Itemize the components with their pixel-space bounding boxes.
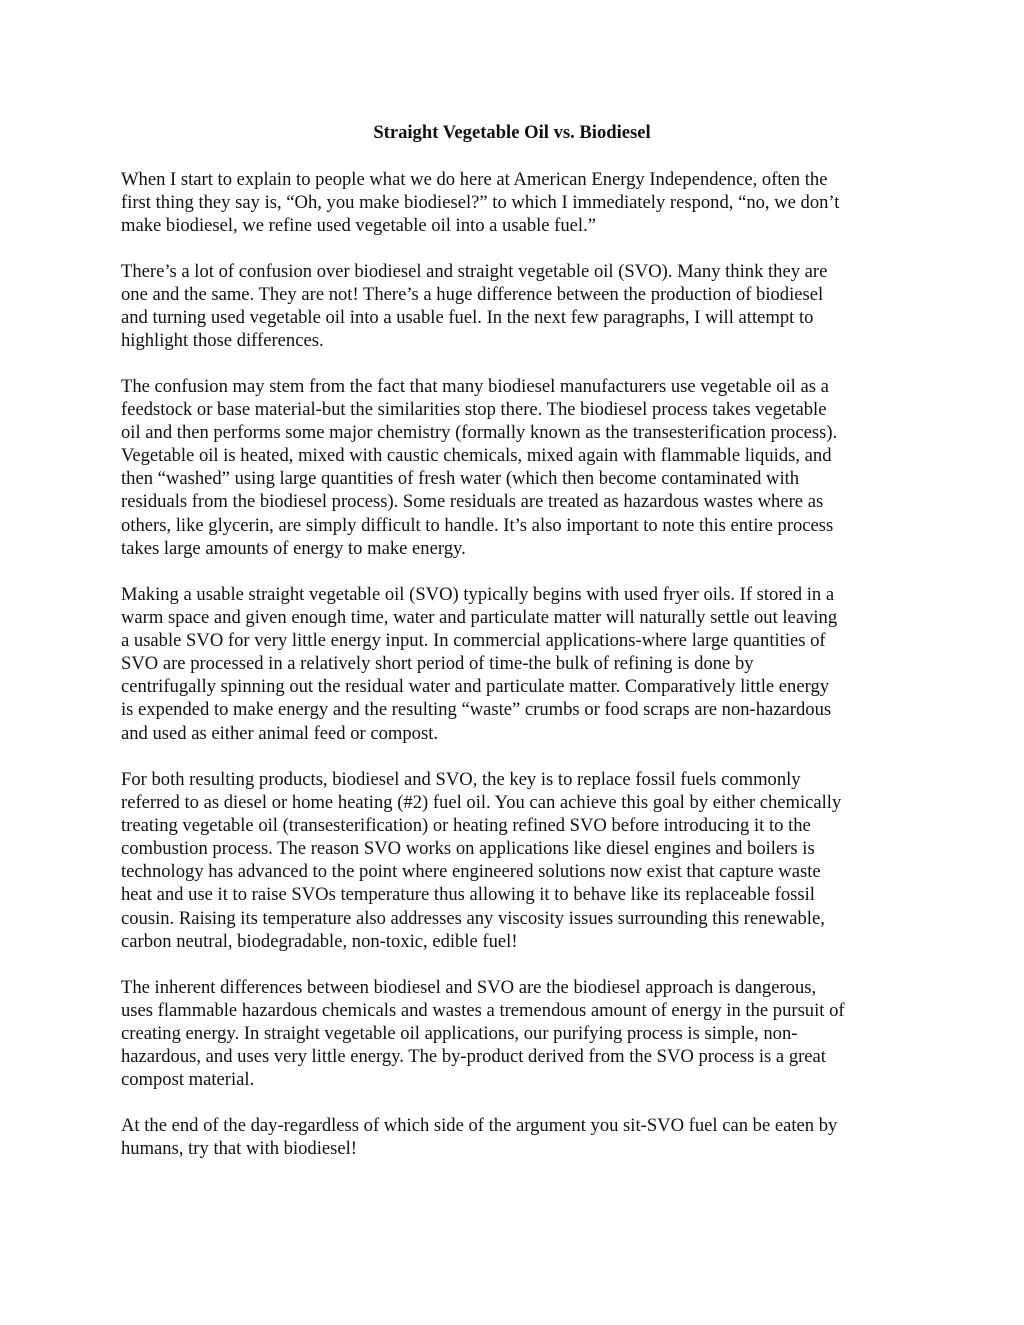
paragraph-conclusion: [121, 1114, 911, 1160]
text-line: carbon neutral, biodegradable, non-toxic, edible fuel!: [121, 930, 518, 952]
text-line: For both resulting products, biodiesel and SVO, the key is to replace fossil fuels commonly: [121, 769, 801, 790]
text-line: At the end of the day-regardless of which side of the argument you sit-SVO fuel can be eaten by: [121, 1115, 838, 1136]
text-line: There’s a lot of confusion over biodiesel and straight vegetable oil (SVO). Many think they are: [121, 261, 828, 282]
text-line: SVO are processed in a relatively short period of time-the bulk of refining is done by: [121, 653, 754, 675]
text-line: Making a usable straight vegetable oil (SVO) typically begins with used fryer oils. If stored in a: [121, 584, 835, 605]
text-line: referred to as diesel or home heating (#2) fuel oil. You can achieve this goal by either chemically: [121, 792, 842, 814]
text-line: The inherent differences between biodiesel and SVO are the biodiesel approach is dangerous,: [121, 977, 817, 998]
text-line: is expended to make energy and the resulting “waste” crumbs or food scraps are non-hazardous: [121, 699, 832, 721]
text-line: heat and use it to raise SVOs temperature thus allowing it to behave like its replaceable fossil: [121, 884, 815, 906]
text-line: then “washed” using large quantities of fresh water (which then become contaminated with: [121, 468, 800, 490]
text-line: uses flammable hazardous chemicals and wastes a tremendous amount of energy in the pursuit of: [121, 1000, 845, 1022]
paragraph-inherent-differences: [121, 976, 911, 1091]
text-line: first thing they say is, “Oh, you make biodiesel?” to which I immediately respond, “no, we don’t: [121, 192, 840, 214]
paragraph-replace-fossil-fuels: [121, 768, 911, 953]
paragraph-biodiesel-process: [121, 375, 911, 560]
text-line: a usable SVO for very little energy input. In commercial applications-where large quantities of: [121, 630, 826, 652]
text-line: feedstock or base material-but the similarities stop there. The biodiesel process takes vegetable: [121, 399, 827, 421]
text-line: and used as either animal feed or compost.: [121, 722, 439, 744]
text-line: warm space and given enough time, water and particulate matter will naturally settle out leaving: [121, 607, 838, 629]
text-line: and turning used vegetable oil into a usable fuel. In the next few paragraphs, I will attempt to: [121, 307, 814, 329]
text-line: cousin. Raising its temperature also addresses any viscosity issues surrounding this renewable,: [121, 907, 825, 929]
text-line: others, like glycerin, are simply difficult to handle. It’s also important to note this entire process: [121, 514, 834, 536]
text-line: make biodiesel, we refine used vegetable oil into a usable fuel.”: [121, 215, 596, 237]
text-line: centrifugally spinning out the residual water and particulate matter. Comparatively little energy: [121, 676, 830, 698]
text-line: residuals from the biodiesel process). Some residuals are treated as hazardous wastes where as: [121, 491, 824, 513]
text-line: highlight those differences.: [121, 330, 324, 352]
text-line: takes large amounts of energy to make energy.: [121, 537, 466, 559]
text-line: treating vegetable oil (transesterification) or heating refined SVO before introducing it to the: [121, 815, 811, 837]
text-line: creating energy. In straight vegetable oil applications, our purifying process is simple, non-: [121, 1023, 798, 1045]
document-title: Straight Vegetable Oil vs. Biodiesel: [373, 122, 651, 143]
text-line: combustion process. The reason SVO works on applications like diesel engines and boilers is: [121, 838, 815, 860]
text-line: oil and then performs some major chemistry (formally known as the transesterification process).: [121, 422, 838, 444]
text-line: technology has advanced to the point where engineered solutions now exist that capture waste: [121, 861, 821, 883]
text-line: one and the same. They are not! There’s a huge difference between the production of biodiesel: [121, 284, 824, 306]
text-line: The confusion may stem from the fact that many biodiesel manufacturers use vegetable oil as a: [121, 376, 829, 397]
paragraph-intro: [121, 168, 911, 237]
text-line: hazardous, and uses very little energy. The by-product derived from the SVO process is a great: [121, 1046, 826, 1068]
text-line: When I start to explain to people what we do here at American Energy Independence, often the: [121, 169, 828, 190]
text-line: humans, try that with biodiesel!: [121, 1138, 357, 1160]
text-line: Vegetable oil is heated, mixed with caustic chemicals, mixed again with flammable liquids, and: [121, 445, 832, 467]
paragraph-confusion: [121, 260, 911, 352]
paragraph-svo-process: [121, 583, 911, 745]
text-line: compost material.: [121, 1069, 255, 1091]
